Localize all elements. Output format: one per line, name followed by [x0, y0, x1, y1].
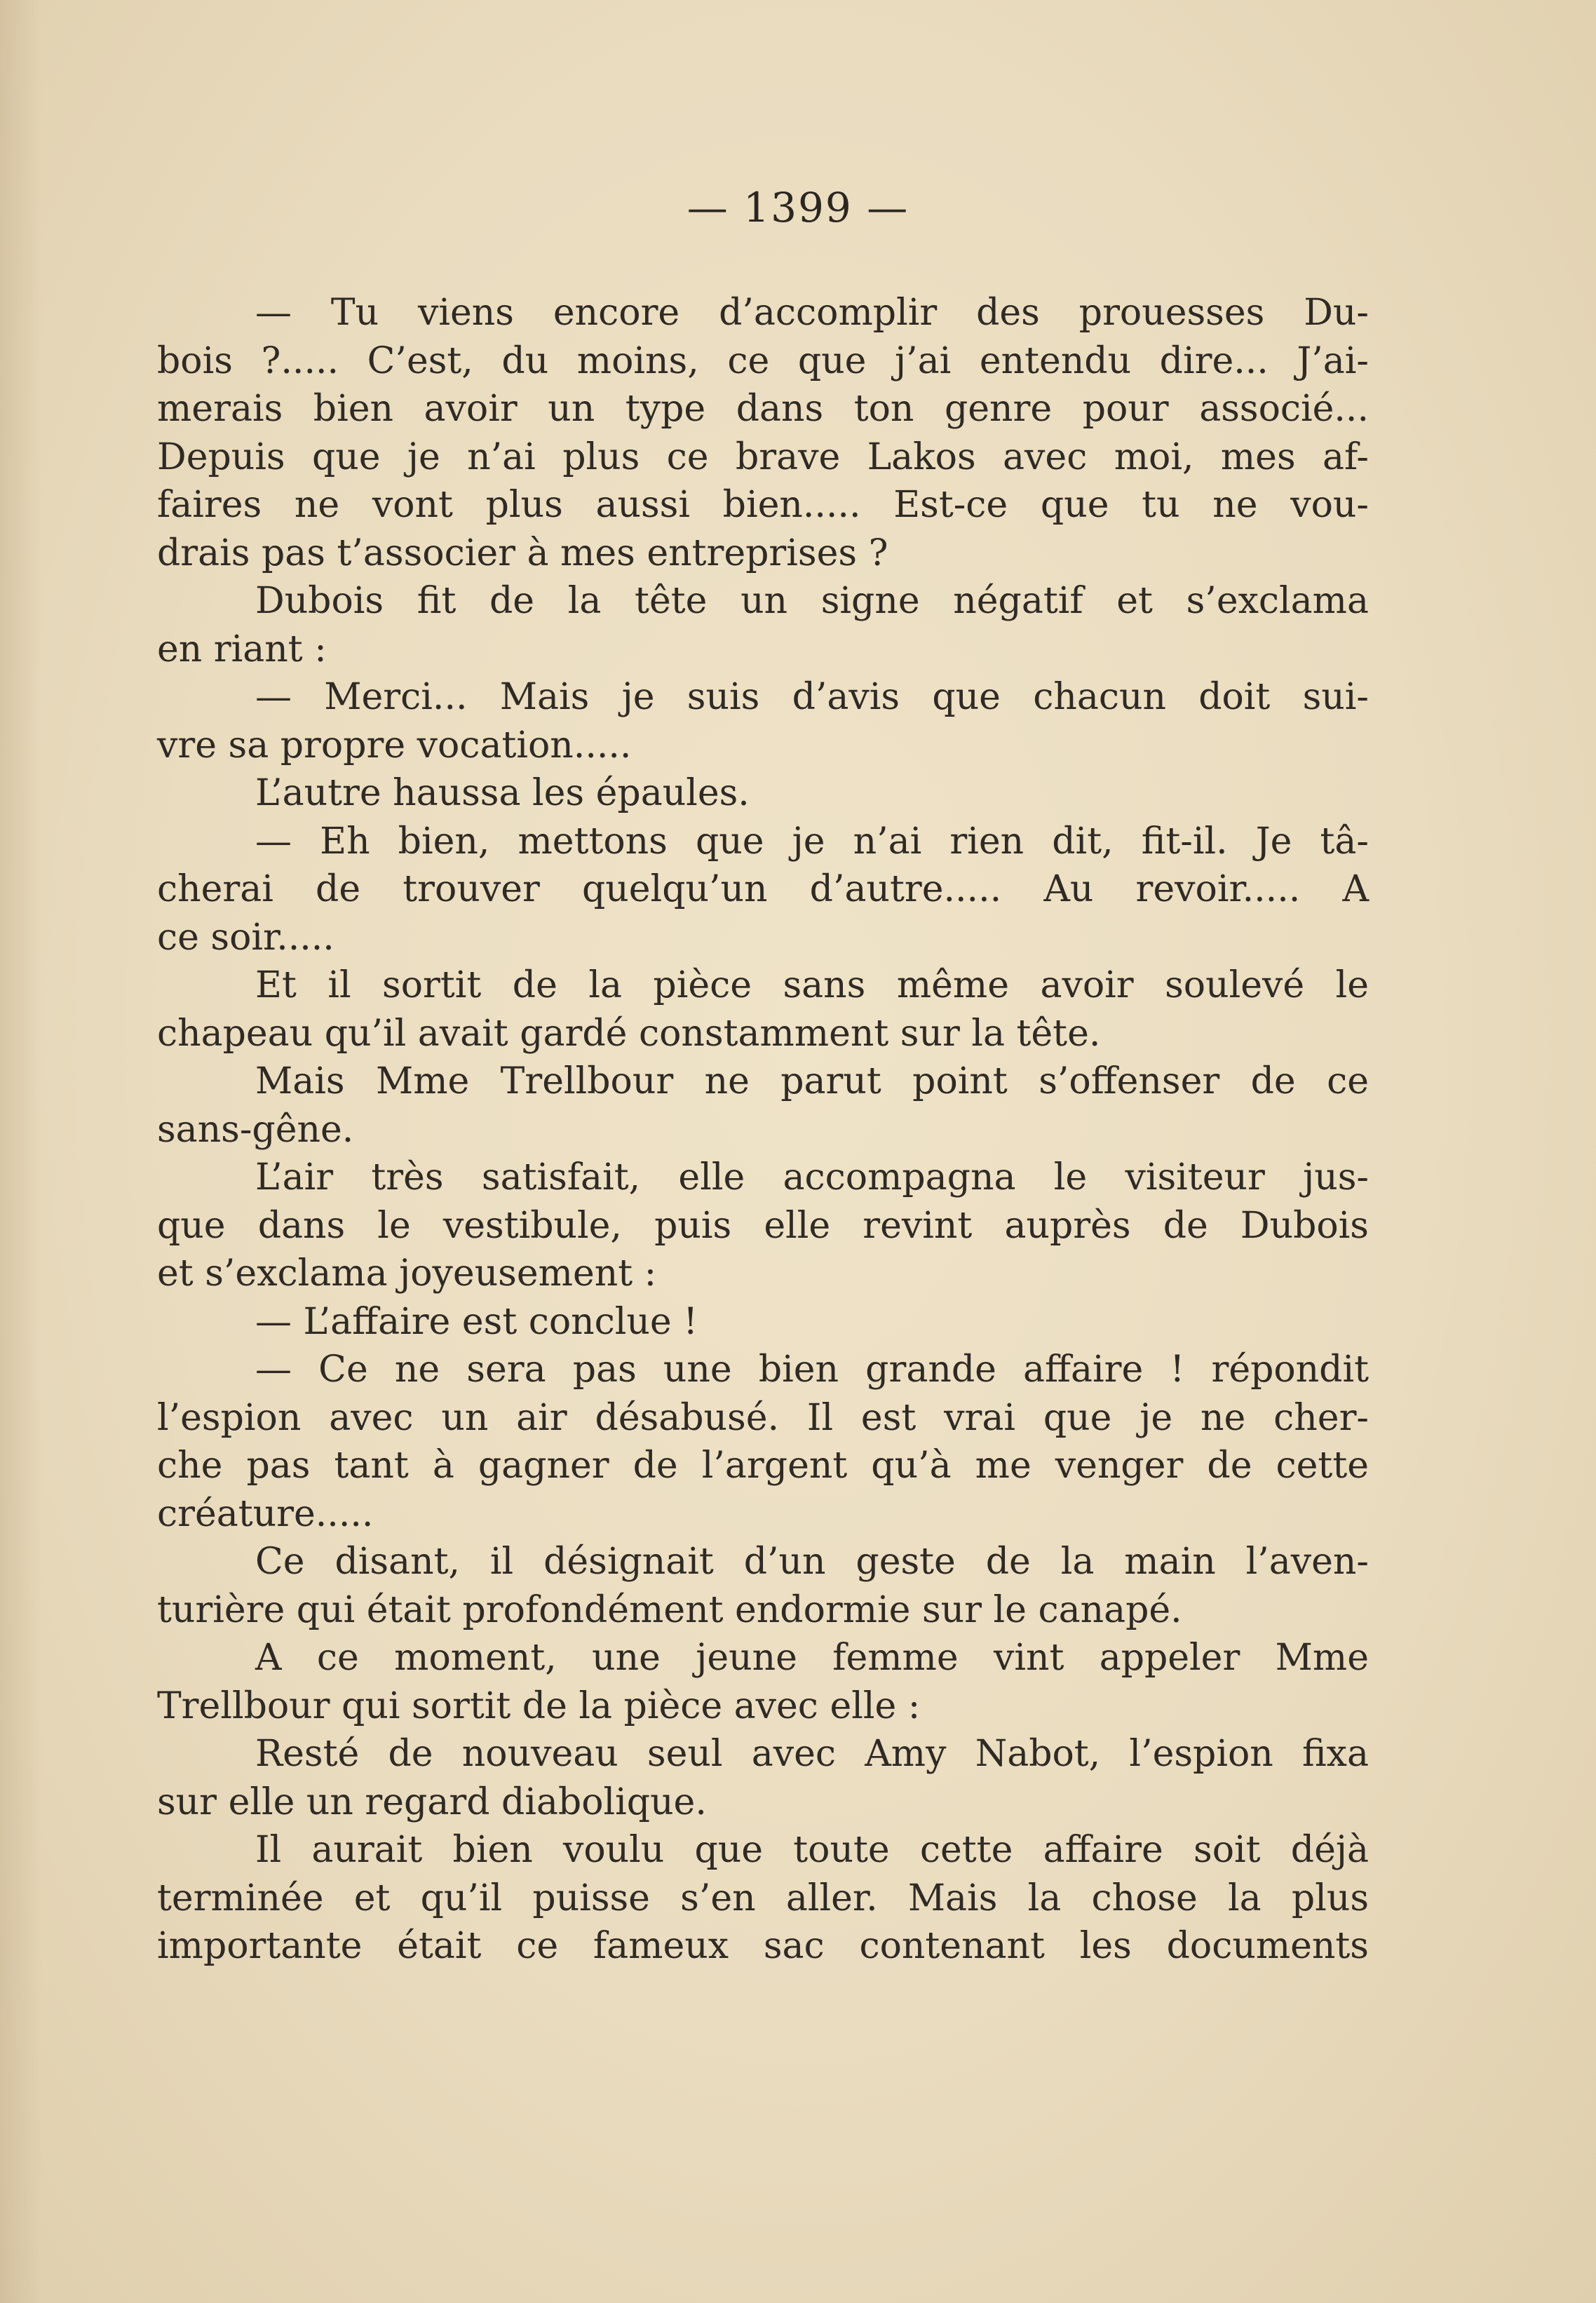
text-line: sur elle un regard diabolique.: [157, 1781, 707, 1823]
text-line: Et il sortit de la pièce sans même avoir soulevé le: [255, 964, 1369, 1006]
text-line: cherai de trouver quelqu’un d’autre..... Au revoir..... A: [157, 868, 1369, 910]
text-line: — L’affaire est conclue !: [255, 1300, 698, 1343]
text-line: L’air très satisfait, elle accompagna le visiteur jus-: [255, 1156, 1369, 1198]
text-line: sans-gêne.: [157, 1108, 354, 1151]
text-line: — Tu viens encore d’accomplir des prouesses Du-: [255, 292, 1369, 334]
text-line: Il aurait bien voulu que toute cette affaire soit déjà: [255, 1829, 1369, 1871]
text-line: che pas tant à gagner de l’argent qu’à me venger de cette: [157, 1445, 1369, 1487]
text-line: — Eh bien, mettons que je n’ai rien dit, fit-il. Je tâ-: [255, 820, 1369, 863]
text-line: en riant :: [157, 628, 327, 670]
text-line: faires ne vont plus aussi bien..... Est-ce que tu ne vou-: [157, 484, 1369, 526]
text-line: créature.....: [157, 1492, 374, 1535]
page-number: — 1399 —: [687, 184, 909, 231]
text-line: — Merci... Mais je suis d’avis que chacun doit sui-: [255, 676, 1369, 718]
text-line: merais bien avoir un type dans ton genre pour associé...: [157, 388, 1369, 430]
text-line: L’autre haussa les épaules.: [255, 772, 750, 814]
text-line: terminée et qu’il puisse s’en aller. Mais la chose la plus: [157, 1877, 1369, 1919]
text-line: l’espion avec un air désabusé. Il est vrai que je ne cher-: [157, 1396, 1369, 1439]
text-line: vre sa propre vocation.....: [157, 724, 632, 766]
text-line: Trellbour qui sortit de la pièce avec elle :: [157, 1684, 921, 1727]
text-line: bois ?..... C’est, du moins, ce que j’ai entendu dire... J’ai-: [157, 339, 1369, 382]
text-line: chapeau qu’il avait gardé constamment sur la tête.: [157, 1012, 1101, 1055]
text-line: turière qui était profondément endormie sur le canapé.: [157, 1588, 1182, 1631]
text-line: drais pas t’associer à mes entreprises ?: [157, 532, 888, 574]
text-line: ce soir.....: [157, 916, 334, 959]
text-line: et s’exclama joyeusement :: [157, 1252, 657, 1295]
text-line: — Ce ne sera pas une bien grande affaire ! répondit: [255, 1349, 1369, 1391]
text-line: Mais Mme Trellbour ne parut point s’offenser de ce: [255, 1060, 1369, 1102]
text-line: Resté de nouveau seul avec Amy Nabot, l’espion fixa: [255, 1733, 1369, 1775]
text-line: Dubois fit de la tête un signe négatif et s’exclama: [255, 580, 1369, 622]
text-line: A ce moment, une jeune femme vint appeler Mme: [255, 1637, 1369, 1679]
text-line: Depuis que je n’ai plus ce brave Lakos avec moi, mes af-: [157, 435, 1369, 478]
body-text: [157, 289, 1369, 1971]
text-line: Ce disant, il désignait d’un geste de la main l’aven-: [255, 1541, 1369, 1583]
text-line: importante était ce fameux sac contenant les documents: [157, 1925, 1369, 1967]
text-line: que dans le vestibule, puis elle revint auprès de Dubois: [157, 1204, 1369, 1247]
